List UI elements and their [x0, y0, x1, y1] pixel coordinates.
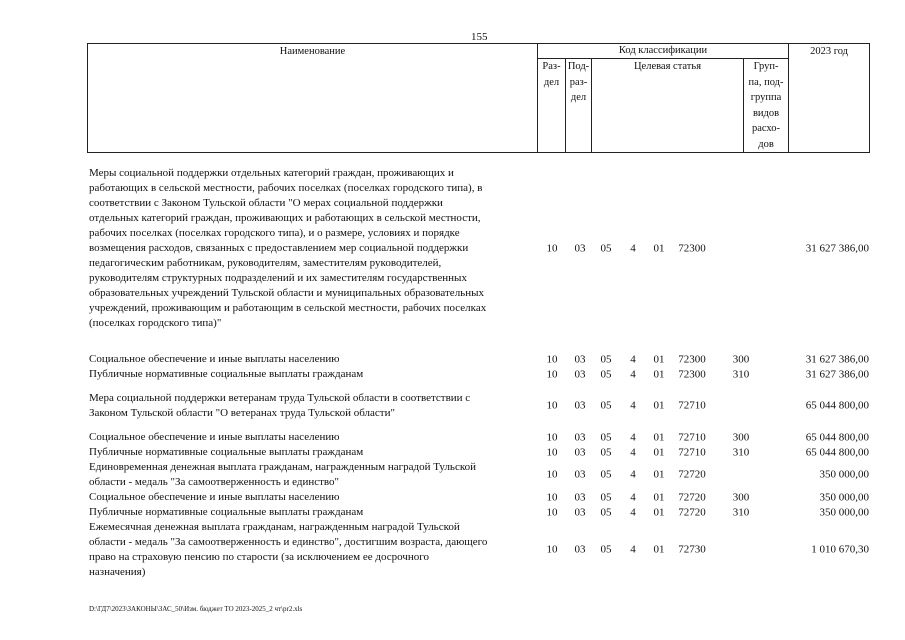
row-direction: 72720	[678, 491, 706, 503]
row-podrazdel: 03	[574, 242, 586, 254]
row-event: 01	[653, 431, 665, 443]
table-row	[89, 505, 869, 520]
row-podrazdel: 03	[574, 506, 586, 518]
table-row	[89, 391, 869, 421]
row-direction: 72710	[678, 446, 706, 458]
row-subprogram: 4	[630, 368, 636, 380]
page-number: 155	[471, 31, 488, 43]
row-name-line: Социальное обеспечение и иные выплаты населению	[89, 491, 340, 503]
header-vid-line: па, под-	[748, 76, 784, 88]
header-vid-line: видов	[752, 107, 780, 119]
row-podrazdel: 03	[574, 468, 586, 481]
row-razdel: 10	[546, 368, 558, 380]
row-name-line: области - медаль "За самоотверженность и единство", достигшим возраста, дающего	[89, 536, 488, 548]
row-direction: 72300	[678, 368, 706, 380]
header-vid-line: расхо-	[752, 123, 781, 134]
row-razdel: 10	[546, 506, 558, 518]
table-body	[89, 166, 869, 580]
table-header	[87, 43, 870, 153]
header-razdel	[538, 59, 566, 153]
row-direction: 72300	[678, 353, 706, 365]
row-name-line: отдельных категорий граждан, проживающих и работающих в сельской местности,	[89, 212, 481, 224]
row-subprogram: 4	[630, 506, 636, 518]
row-amount: 65 044 800,00	[805, 399, 869, 412]
row-razdel: 10	[546, 491, 558, 503]
row-subprogram: 4	[630, 491, 636, 503]
row-name-line: Публичные нормативные социальные выплаты гражданам	[89, 506, 364, 518]
row-razdel: 10	[546, 399, 558, 412]
row-event: 01	[653, 491, 665, 503]
row-event: 01	[653, 242, 665, 254]
row-program: 05	[600, 506, 612, 518]
row-direction: 72720	[678, 506, 706, 518]
row-name-line: Публичные нормативные социальные выплаты гражданам	[89, 446, 364, 458]
header-celevaya: Целевая статья	[592, 59, 744, 153]
row-name-line: рабочих поселках (поселках городского типа), и о размере, условиях и порядке	[89, 227, 460, 239]
header-vid-line: группа	[750, 92, 782, 103]
row-amount: 350 000,00	[819, 491, 869, 503]
row-name-line: Публичные нормативные социальные выплаты гражданам	[89, 368, 364, 380]
row-name-line: Меры социальной поддержки отдельных категорий граждан, проживающих и	[89, 167, 454, 179]
row-amount: 1 010 670,30	[811, 543, 869, 556]
row-amount: 31 627 386,00	[805, 242, 869, 254]
table-row	[89, 367, 869, 382]
row-program: 05	[600, 368, 612, 380]
row-name-line: Ежемесячная денежная выплата гражданам, награжденным наградой Тульской	[89, 521, 460, 533]
row-event: 01	[653, 506, 665, 518]
row-vid: 300	[732, 353, 750, 365]
row-program: 05	[600, 431, 612, 443]
row-razdel: 10	[546, 431, 558, 443]
row-subprogram: 4	[630, 353, 636, 365]
row-podrazdel: 03	[574, 446, 586, 458]
row-podrazdel: 03	[574, 368, 586, 380]
row-direction: 72300	[678, 242, 706, 254]
row-name-line: педагогическим работникам, руководителям, заместителям руководителей,	[89, 257, 442, 269]
table-row	[89, 490, 869, 505]
row-podrazdel: 03	[574, 399, 586, 412]
row-name-line: области - медаль "За самоотверженность и единство"	[89, 476, 340, 488]
table-row	[89, 445, 869, 460]
row-name-line: учреждений, проживающим и работающим в сельской местности, рабочих поселках	[89, 302, 487, 314]
row-podrazdel: 03	[574, 353, 586, 365]
row-podrazdel: 03	[574, 491, 586, 503]
row-program: 05	[600, 543, 612, 556]
row-event: 01	[653, 368, 665, 380]
row-direction: 72720	[678, 468, 706, 481]
row-name-line: Мера социальной поддержки ветеранам труда Тульской области в соответствии с	[89, 392, 471, 404]
row-event: 01	[653, 399, 665, 412]
row-amount: 350 000,00	[819, 506, 869, 518]
row-amount: 350 000,00	[819, 468, 869, 481]
row-name-line: (поселках городского типа)"	[89, 317, 222, 329]
table-row	[89, 166, 869, 331]
row-direction: 72710	[678, 399, 706, 412]
row-program: 05	[600, 353, 612, 365]
header-podrazdel	[566, 59, 592, 153]
row-name-line: работающих в сельской местности, рабочих поселках (поселках городского типа), в	[89, 182, 483, 194]
row-amount: 31 627 386,00	[805, 368, 869, 380]
row-direction: 72730	[678, 543, 706, 556]
row-podrazdel: 03	[574, 543, 586, 556]
row-subprogram: 4	[630, 543, 636, 556]
row-razdel: 10	[546, 446, 558, 458]
header-podrazdel-line: Под-	[567, 61, 590, 72]
row-name-line: возмещения расходов, связанных с предоставлением мер социальной поддержки	[89, 242, 469, 254]
header-podrazdel-line: дел	[570, 92, 587, 103]
row-amount: 31 627 386,00	[805, 353, 869, 365]
row-name-line: образовательных учреждений Тульской области и муниципальных образовательных	[89, 287, 484, 299]
row-name-line: соответствии с Законом Тульской области "О мерах социальной поддержки	[89, 197, 443, 209]
table-row	[89, 352, 869, 367]
row-razdel: 10	[546, 543, 558, 556]
header-name: Наименование	[88, 44, 538, 153]
row-event: 01	[653, 468, 665, 481]
row-vid: 310	[732, 368, 750, 380]
header-razdel-line: Раз-	[542, 61, 561, 72]
row-razdel: 10	[546, 468, 558, 481]
row-vid: 300	[732, 431, 750, 443]
row-name-line: Социальное обеспечение и иные выплаты населению	[89, 353, 340, 365]
header-podrazdel-line: раз-	[569, 76, 588, 88]
row-name-line: назначения)	[89, 566, 146, 578]
row-program: 05	[600, 446, 612, 458]
row-razdel: 10	[546, 353, 558, 365]
header-vid	[744, 59, 789, 153]
row-subprogram: 4	[630, 431, 636, 443]
header-vid-line: Груп-	[753, 61, 779, 72]
row-vid: 310	[732, 446, 750, 458]
row-event: 01	[653, 446, 665, 458]
row-name-line: Социальное обеспечение и иные выплаты населению	[89, 431, 340, 443]
row-program: 05	[600, 399, 612, 412]
table-row	[89, 430, 869, 445]
header-code-group: Код классификации	[538, 44, 789, 59]
row-event: 01	[653, 353, 665, 365]
row-direction: 72710	[678, 431, 706, 443]
row-amount: 65 044 800,00	[805, 446, 869, 458]
row-event: 01	[653, 543, 665, 556]
row-subprogram: 4	[630, 446, 636, 458]
row-subprogram: 4	[630, 242, 636, 254]
table-row	[89, 520, 869, 580]
row-vid: 300	[732, 491, 750, 503]
row-program: 05	[600, 242, 612, 254]
header-year: 2023 год	[789, 44, 870, 153]
table-row	[89, 460, 869, 490]
row-vid: 310	[732, 506, 750, 518]
file-path-footer: D:\ГД7\2023\ЗАКОНЫ\ЗАС_50\Изм. бюджет ТО 2023-2025_2 чт\pr2.xls	[89, 605, 303, 613]
header-razdel-line: дел	[543, 76, 560, 88]
row-name-line: руководителям структурных подразделений и их заместителям государственных	[89, 272, 467, 284]
row-subprogram: 4	[630, 399, 636, 412]
row-name-line: право на страховую пенсию по старости (за исключением ее досрочного	[89, 551, 430, 563]
row-podrazdel: 03	[574, 431, 586, 443]
row-subprogram: 4	[630, 468, 636, 481]
row-program: 05	[600, 468, 612, 481]
row-name-line: Единовременная денежная выплата гражданам, награжденным наградой Тульской	[89, 461, 476, 473]
row-program: 05	[600, 491, 612, 503]
row-name-line: Законом Тульской области "О ветеранах труда Тульской области"	[89, 407, 395, 419]
row-amount: 65 044 800,00	[805, 431, 869, 443]
row-razdel: 10	[546, 242, 558, 254]
header-vid-line: дов	[758, 138, 774, 150]
